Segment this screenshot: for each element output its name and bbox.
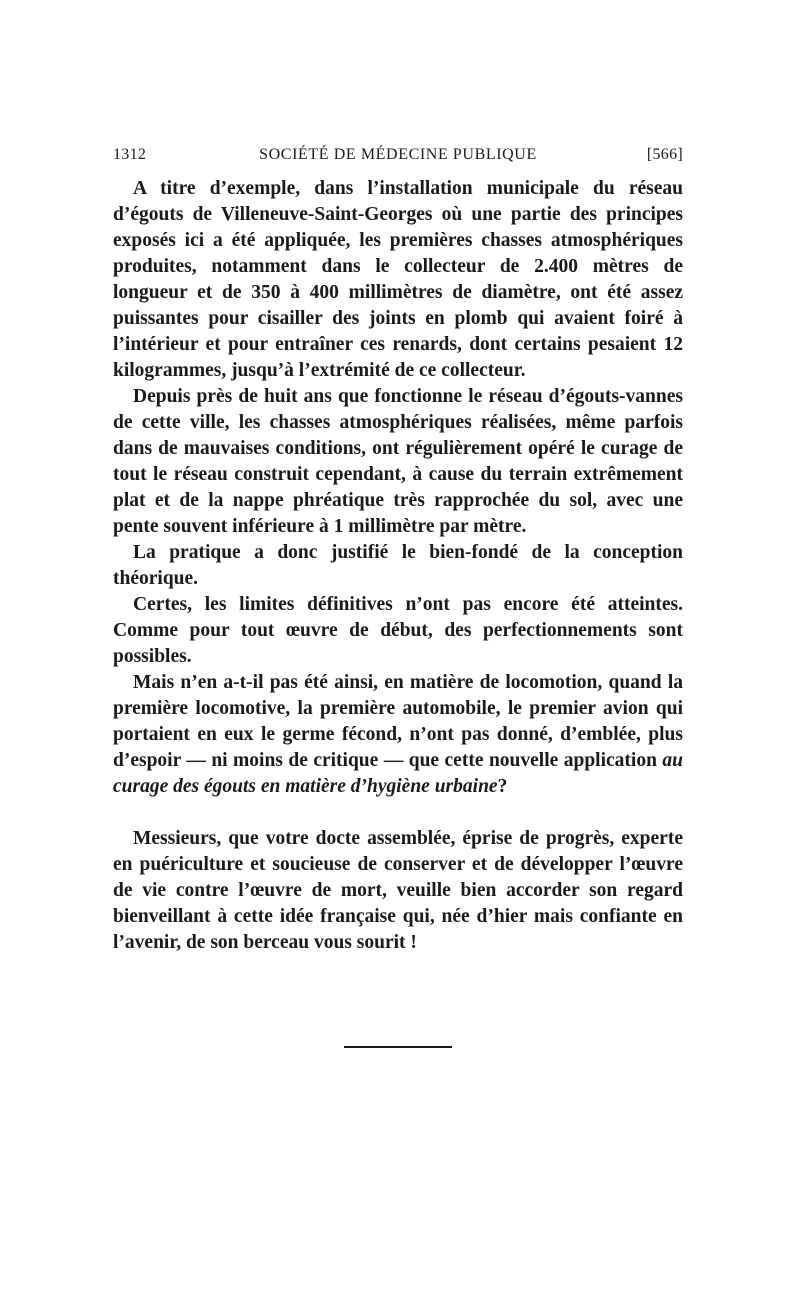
paragraph-closing-address: Messieurs, que votre docte assemblée, éprise de progrès, experte en puériculture et soucieuse de conserver et de développer l’œuvre de vie contre l’œuvre de mort, veuille bien accorder son regard bienveillant à cette idée française qui, née d’hier mais confiante en l’avenir, de son berceau vous sourit ! bbox=[113, 828, 683, 953]
journal-title: SOCIÉTÉ DE MÉDECINE PUBLIQUE bbox=[259, 146, 537, 163]
folio-number: [566] bbox=[646, 146, 683, 163]
paragraph-practice: La pratique a donc justifié le bien-fondé de la conception théorique. bbox=[113, 542, 683, 589]
paragraph-locomotion bbox=[113, 670, 683, 800]
page-number: 1312 bbox=[113, 146, 147, 163]
paragraph-locomotion-text: Mais n’en a-t-il pas été ainsi, en matière de locomotion, quand la première locomotive, la première automobile, le premier avion qui portaient en eux le germe fécond, n’ont pas donné, d’emblée, plus d’espoir — ni moins de critique — que cette nouvelle application bbox=[113, 672, 683, 771]
paragraph-limits: Certes, les limites définitives n’ont pas encore été atteintes. Comme pour tout œuvre de début, des perfectionnements sont possibles. bbox=[113, 594, 683, 667]
paragraph-example-villeneuve: A titre d’exemple, dans l’installation municipale du réseau d’égouts de Villeneuve-Saint-Georges où une partie des principes exposés ici a été appliquée, les premières chasses atmosphériques produites, notamment dans le collecteur de 2.400 mètres de longueur et de 350 à 400 millimètres de diamètre, ont été assez puissantes pour cisailler des joints en plomb qui avaient foiré à l’intérieur et pour entraîner ces renards, dont certains pesaient 12 kilogrammes, jusqu’à l’extrémité de ce collecteur. bbox=[113, 178, 683, 381]
running-head bbox=[113, 146, 683, 168]
end-rule-divider bbox=[344, 1046, 452, 1048]
paragraph-locomotion-italic: au curage des égouts en matière d’hygiène urbaine bbox=[113, 750, 683, 797]
paragraph-locomotion-tail: ? bbox=[497, 776, 508, 797]
paragraph-eight-years: Depuis près de huit ans que fonctionne le réseau d’égouts-vannes de cette ville, les chasses atmosphériques réalisées, même parfois dans de mauvaises conditions, ont régulièrement opéré le curage de tout le réseau construit cependant, à cause du terrain extrêmement plat et de la nappe phréatique très rapprochée du sol, avec une pente souvent inférieure à 1 millimètre par mètre. bbox=[113, 386, 683, 537]
body-text bbox=[113, 176, 683, 956]
